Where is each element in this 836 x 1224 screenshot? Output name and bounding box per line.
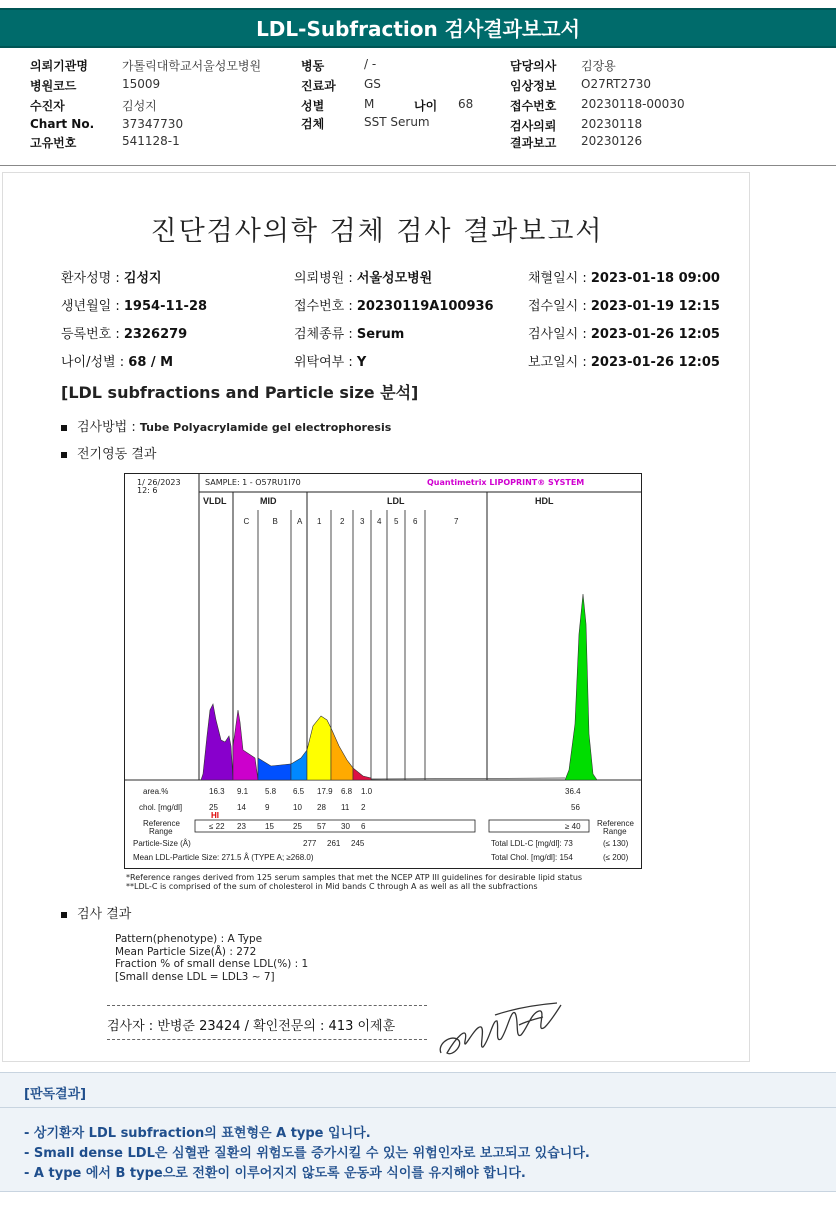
trace-fill	[331, 728, 353, 780]
ref-value: 57	[317, 822, 326, 831]
trace-fill	[291, 750, 307, 780]
section-title: [LDL subfractions and Particle size 분석]	[61, 383, 419, 402]
header-label: 병원코드	[30, 79, 77, 93]
area-value: 6.5	[293, 787, 305, 796]
bullet-icon	[61, 452, 67, 458]
result-line: Pattern(phenotype) : A Type	[115, 933, 263, 945]
header-label: 진료과	[301, 79, 336, 93]
area-value: 17.9	[317, 787, 333, 796]
report-title: LDL-Subfraction 검사결과보고서	[256, 17, 580, 41]
header-label: 나이	[414, 99, 438, 113]
area-value: 5.8	[265, 787, 277, 796]
mean-size: Mean LDL-Particle Size: 271.5 Å (TYPE A; ≥268.0)	[133, 853, 314, 862]
header-label: Chart No.	[30, 117, 95, 131]
band-label: A	[297, 517, 303, 526]
particle-size-value: 245	[351, 839, 365, 848]
patient-field: 접수일시 : 2023-01-19 12:15	[528, 299, 720, 314]
header-label: 의뢰기관명	[30, 59, 88, 73]
signature-line: 검사자 : 반병준 23424 / 확인전문의 : 413 이제훈	[107, 1019, 396, 1034]
interpretation-title: [판독결과]	[24, 1087, 87, 1102]
particle-size-label: Particle-Size (Å)	[133, 839, 191, 848]
interpretation-line: - 상기환자 LDL subfraction의 표현형은 A type 입니다.	[24, 1126, 371, 1141]
band-label: 3	[360, 517, 365, 526]
patient-field: 환자성명 : 김성지	[61, 271, 162, 286]
band-label: 5	[394, 517, 399, 526]
chol-value: 2	[361, 803, 366, 812]
ref-value: 6	[361, 822, 366, 831]
header-label: 임상정보	[510, 79, 557, 93]
band-label: 7	[454, 517, 459, 526]
ref-value: ≤ 22	[209, 822, 225, 831]
ref-label: Reference	[143, 819, 180, 828]
patient-field: 위탁여부 : Y	[294, 355, 367, 370]
ref-value: 25	[293, 822, 302, 831]
ref-label: Reference	[597, 819, 634, 828]
area-value: 9.1	[237, 787, 249, 796]
result-line: Fraction % of small dense LDL(%) : 1	[115, 958, 309, 970]
chart-canvas	[125, 474, 641, 868]
header-value: 541128-1	[122, 134, 180, 148]
chol-value: 28	[317, 803, 326, 812]
header-value: 68	[458, 97, 474, 111]
header-value: 20230126	[581, 134, 643, 148]
chol-value: 14	[237, 803, 246, 812]
ref-value: 30	[341, 822, 350, 831]
header-value: 20230118-00030	[581, 97, 685, 111]
trace-fill	[353, 768, 371, 780]
header-value: 김성지	[122, 99, 157, 113]
header-value: 37347730	[122, 117, 184, 131]
chart-time: 12: 6	[137, 486, 158, 495]
band-label: 1	[317, 517, 322, 526]
patient-field: 의뢰병원 : 서울성모병원	[294, 271, 433, 286]
header-label: 병동	[301, 59, 325, 73]
lipoprint-chart	[124, 473, 642, 869]
chart-notes	[126, 873, 582, 891]
ref-value: 23	[237, 822, 246, 831]
electro-heading: 전기영동 결과	[61, 443, 156, 462]
header-label: 결과보고	[510, 136, 557, 150]
total-ldl-ref: (≤ 130)	[603, 839, 629, 848]
trace-fill	[565, 594, 597, 780]
total-chol: Total Chol. [mg/dl]: 154	[491, 853, 573, 862]
chart-date: 1/ 26/2023	[137, 478, 181, 487]
chol-value: 56	[571, 803, 580, 812]
trace-fill	[201, 704, 233, 780]
band-label: 4	[377, 517, 382, 526]
hi-flag: HI	[211, 811, 219, 820]
trace-fill	[307, 716, 331, 780]
chart-sample: SAMPLE: 1 - O57RU1I70	[205, 478, 301, 487]
report-document	[2, 172, 750, 1062]
band-label: 6	[413, 517, 418, 526]
ref-value: 15	[265, 822, 274, 831]
header-label: 고유번호	[30, 136, 77, 150]
header-label: 담당의사	[510, 59, 557, 73]
header-value: GS	[364, 77, 381, 91]
result-block	[115, 933, 308, 983]
patient-field: 등록번호 : 2326279	[61, 327, 188, 342]
band-label: 2	[340, 517, 345, 526]
total-chol-ref: (≤ 200)	[603, 853, 629, 862]
header-label: 접수번호	[510, 99, 557, 113]
interpretation-line: - Small dense LDL은 심혈관 질환의 위험도를 증가시킬 수 있는 위험인자로 보고되고 있습니다.	[24, 1146, 590, 1161]
divider	[107, 1039, 427, 1040]
header-value: 가톨릭대학교서울성모병원	[122, 59, 262, 73]
chol-value: 10	[293, 803, 302, 812]
particle-size-value: 277	[303, 839, 317, 848]
result-heading: 검사 결과	[61, 903, 131, 922]
area-value: 6.8	[341, 787, 353, 796]
header-value: 20230118	[581, 117, 643, 131]
note-line: **LDL-C is comprised of the sum of cholesterol in Mid bands C through A as well as all the subfractions	[126, 882, 538, 891]
chol-label: chol. [mg/dl]	[139, 803, 183, 812]
result-line: [Small dense LDL = LDL3 ~ 7]	[115, 970, 275, 983]
area-value: 1.0	[361, 787, 373, 796]
area-label: area.%	[143, 787, 169, 796]
hdl-ref-value: ≥ 40	[565, 822, 581, 831]
patient-field: 보고일시 : 2023-01-26 12:05	[528, 355, 720, 370]
method-line: 검사방법 : Tube Polyacrylamide gel electrophoresis	[61, 416, 391, 435]
note-line: *Reference ranges derived from 125 serum samples that met the NCEP ATP III guidelines for desirable lipid status	[126, 873, 583, 882]
signature-image	[435, 995, 565, 1061]
header-label: 검체	[301, 117, 325, 131]
request-header	[0, 54, 836, 166]
header-value: M	[364, 97, 375, 111]
group-label: VLDL	[203, 496, 227, 506]
interpretation-header	[0, 1072, 836, 1108]
patient-field: 접수번호 : 20230119A100936	[294, 299, 494, 314]
area-value: 36.4	[565, 787, 581, 796]
area-value: 16.3	[209, 787, 225, 796]
chart-brand: Quantimetrix LIPOPRINT® SYSTEM	[427, 478, 585, 487]
group-label: LDL	[387, 496, 405, 506]
band-label: C	[243, 517, 250, 526]
ref-label: Range	[603, 827, 627, 836]
report-title-bar	[0, 8, 836, 48]
trace-fill	[233, 710, 258, 780]
group-label: HDL	[535, 496, 554, 506]
result-line: Mean Particle Size(Å) : 272	[115, 945, 257, 958]
header-label: 수진자	[30, 99, 65, 113]
patient-field: 검체종류 : Serum	[294, 327, 405, 342]
report-heading: 진단검사의학 검체 검사 결과보고서	[150, 216, 604, 247]
patient-field: 검사일시 : 2023-01-26 12:05	[528, 327, 720, 342]
chol-value: 11	[341, 803, 350, 812]
particle-size-value: 261	[327, 839, 341, 848]
bullet-icon	[61, 425, 67, 431]
header-value: O27RT2730	[581, 77, 652, 91]
interpretation-line: - A type 에서 B type으로 전환이 이루어지지 않도록 운동과 식이를 유지해야 합니다.	[24, 1166, 526, 1181]
interpretation-body	[0, 1108, 836, 1192]
bullet-icon	[61, 912, 67, 918]
header-label: 검사의뢰	[510, 119, 557, 133]
header-value: SST Serum	[364, 115, 430, 129]
patient-field: 채혈일시 : 2023-01-18 09:00	[528, 271, 720, 286]
header-value: 15009	[122, 77, 161, 91]
trace-fill	[258, 758, 291, 780]
total-ldl: Total LDL-C [mg/dl]: 73	[491, 839, 573, 848]
patient-field: 생년월일 : 1954-11-28	[61, 299, 208, 314]
ref-label: Range	[149, 827, 173, 836]
chol-value: 25	[209, 803, 218, 812]
divider	[107, 1005, 427, 1006]
chol-value: 9	[265, 803, 270, 812]
group-label: MID	[260, 496, 277, 506]
header-label: 성별	[301, 99, 325, 113]
band-label: B	[272, 517, 278, 526]
header-value: 김장용	[581, 59, 616, 73]
header-value: / -	[364, 57, 377, 71]
patient-field: 나이/성별 : 68 / M	[61, 355, 174, 370]
